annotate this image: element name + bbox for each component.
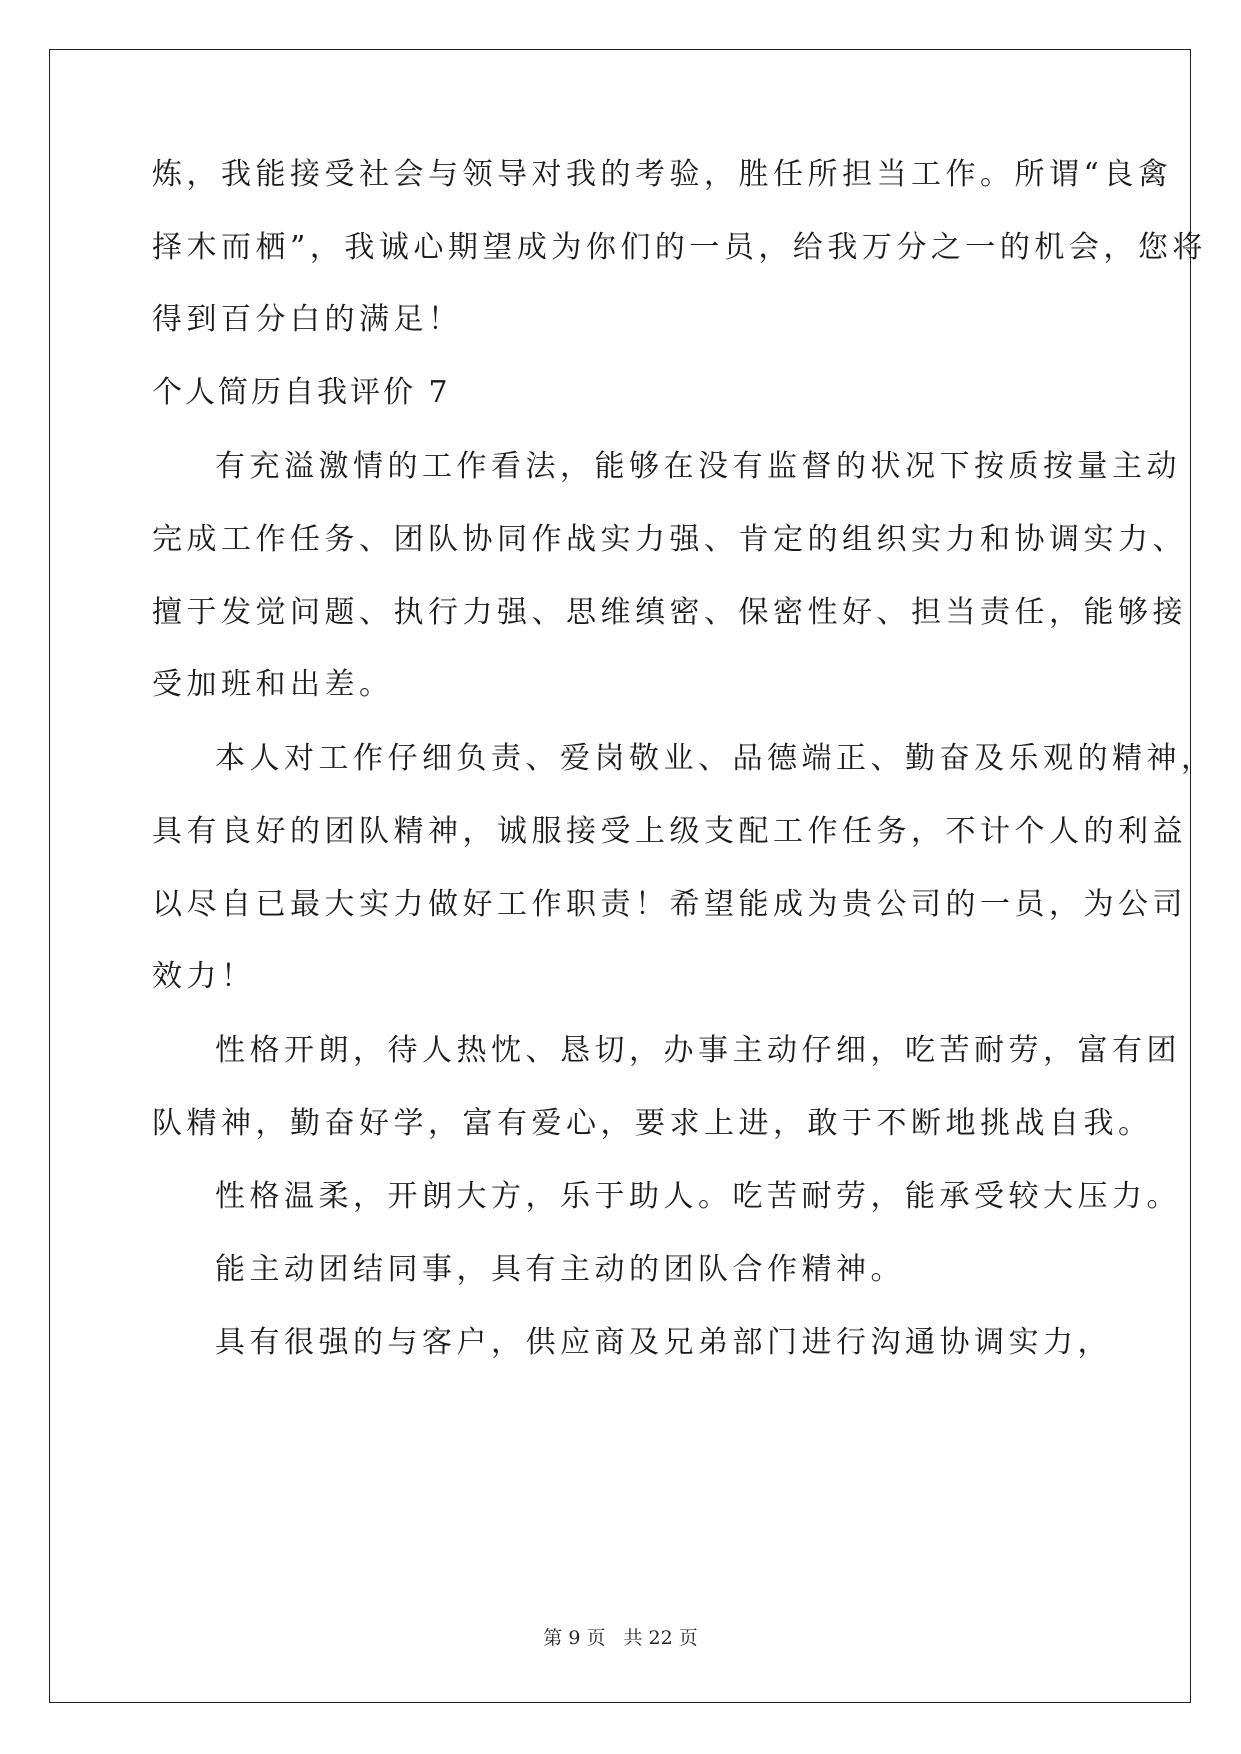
text-line-1: 炼，我能接受社会与领导对我的考验，胜任所担当工作。所谓“良禽 (152, 157, 1173, 192)
paragraph-1-line-3: 擅于发觉问题、执行力强、思维缜密、保密性好、担当责任，能够接 (152, 595, 1187, 630)
section-heading: 个人简历自我评价 7 (152, 375, 451, 410)
paragraph-6-line-1: 具有很强的与客户，供应商及兄弟部门进行沟通协调实力， (215, 1325, 1112, 1360)
paragraph-2-line-1: 本人对工作仔细负责、爱岗敬业、品德端正、勤奋及乐观的精神， (215, 741, 1216, 776)
page-border (49, 49, 1191, 1703)
text-line-3: 得到百分白的满足！ (152, 302, 463, 337)
text-line-2: 择木而栖”，我诚心期望成为你们的一员，给我万分之一的机会，您将 (152, 230, 1207, 265)
paragraph-3-line-1: 性格开朗，待人热忱、恳切，办事主动仔细，吃苦耐劳，富有团 (215, 1033, 1181, 1068)
paragraph-2-line-4: 效力！ (152, 959, 256, 994)
paragraph-1-line-4: 受加班和出差。 (152, 667, 394, 702)
page-total: 共 22 页 (623, 1627, 698, 1649)
paragraph-2-line-3: 以尽自已最大实力做好工作职责！希望能成为贵公司的一员，为公司 (152, 887, 1187, 922)
paragraph-2-line-2: 具有良好的团队精神，诚服接受上级支配工作任务，不计个人的利益 (152, 814, 1187, 849)
paragraph-1-line-1: 有充溢激情的工作看法，能够在没有监督的状况下按质按量主动 (215, 449, 1181, 484)
page-number: 第 9 页 (543, 1627, 606, 1649)
paragraph-5-line-1: 能主动团结同事，具有主动的团队合作精神。 (215, 1252, 905, 1287)
paragraph-4-line-1: 性格温柔，开朗大方，乐于助人。吃苦耐劳，能承受较大压力。 (215, 1179, 1181, 1214)
paragraph-3-line-2: 队精神，勤奋好学，富有爱心，要求上进，敢于不断地挑战自我。 (152, 1106, 1153, 1141)
paragraph-1-line-2: 完成工作任务、团队协同作战实力强、肯定的组织实力和协调实力、 (152, 522, 1187, 557)
page-footer (0, 1627, 1241, 1649)
